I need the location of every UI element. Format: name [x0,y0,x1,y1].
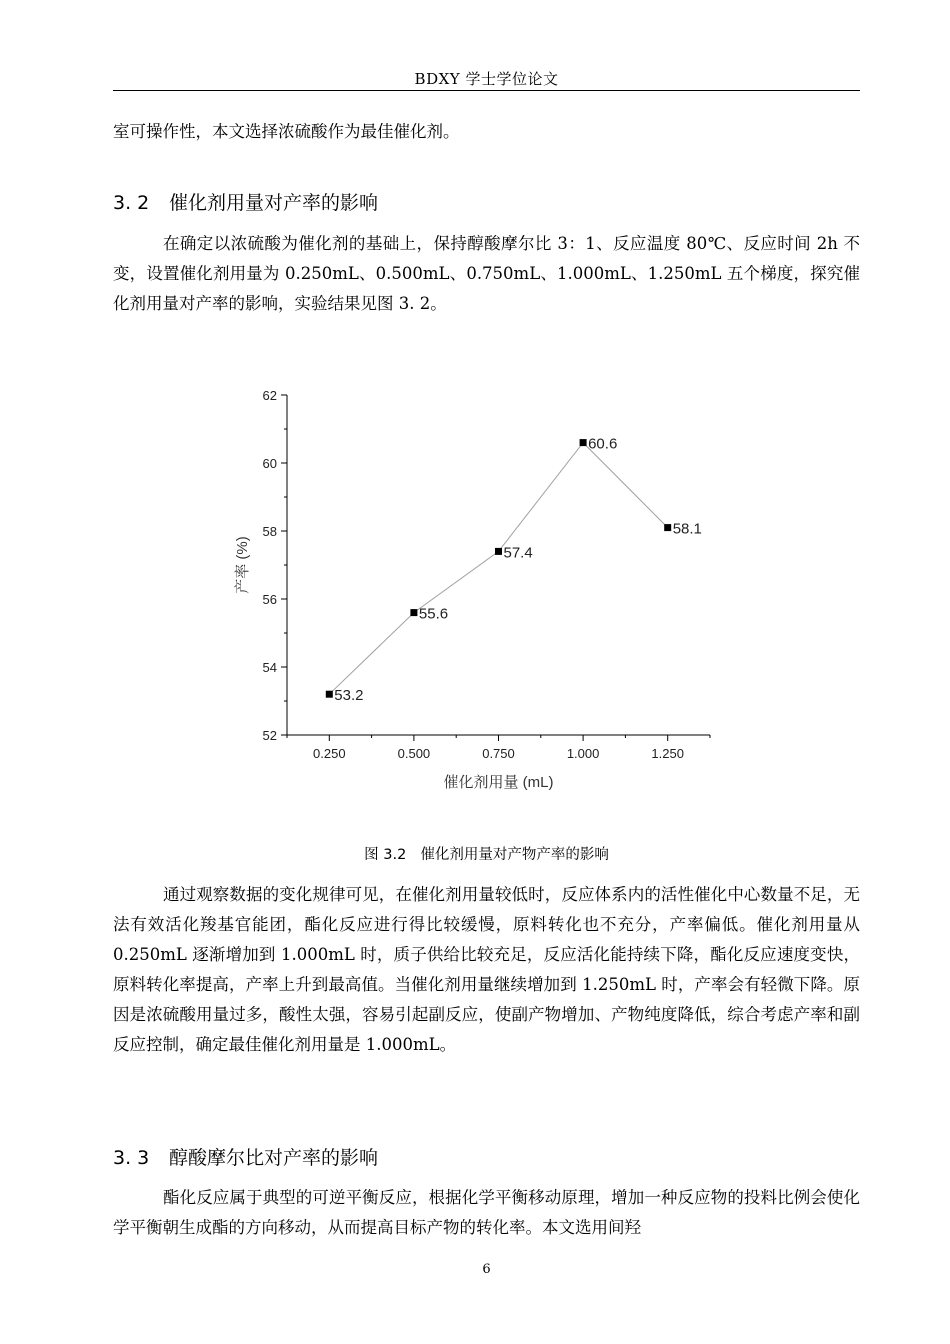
x-tick-label: 0.500 [397,746,431,761]
data-label: 53.2 [334,687,364,705]
figure-number: 图 3.2 [364,847,407,863]
figure-caption [113,843,860,864]
x-tick-label: 0.750 [482,746,515,761]
x-tick-label: 1.250 [651,746,684,761]
y-tick-label: 58 [262,524,277,539]
paragraph-molar-ratio: 酯化反应属于典型的可逆平衡反应，根据化学平衡移动原理，增加一种反应物的投料比例会使化学平衡朝生成酯的方向移动，从而提高目标产物的转化率。本文选用间羟 [113,1188,860,1237]
paragraph-intro-tail: 室可操作性，本文选择浓硫酸作为最佳催化剂。 [113,122,460,141]
section-title: 催化剂用量对产率的影响 [169,192,379,214]
paragraph-setup: 在确定以浓硫酸为催化剂的基础上，保持醇酸摩尔比 3：1、反应温度 80℃、反应时间 2h 不变，设置催化剂用量为 0.250mL、0.500mL、0.750mL、1.000mL、1.250mL 五个梯度，探究催化剂用量对产率的影响，实验结果见图 3. 2。 [113,234,860,313]
header-rule [113,90,860,91]
x-tick-label: 1.000 [566,746,600,761]
figure-caption-text: 催化剂用量对产物产率的影响 [420,847,609,863]
y-tick-label: 52 [262,728,277,743]
data-label: 57.4 [503,544,533,562]
data-label: 58.1 [672,520,702,538]
running-header: BDXY 学士学位论文 [414,70,559,88]
y-tick-label: 60 [262,456,277,471]
y-tick-label: 54 [262,660,277,675]
y-axis-label: 产率 (%) [234,536,251,594]
data-point-marker [664,524,671,531]
paragraph-analysis: 通过观察数据的变化规律可见，在催化剂用量较低时，反应体系内的活性催化中心数量不足，无法有效活化羧基官能团，酯化反应进行得比较缓慢，原料转化也不充分，产率偏低。催化剂用量从 0.250mL 逐渐增加到 1.000mL 时，质子供给比较充足，反应活化能持续下降，酯化反应速度变快，原料转化率提高，产率上升到最高值。当催化剂用量继续增加到 1.250mL 时，产率会有轻微下降。原因是浓硫酸用量过多，酸性太强，容易引起副反应，使副产物增加、产物纯度降低，综合考虑产率和副反应控制，确定最佳催化剂用量是 1.000mL。 [113,885,860,1054]
section-heading-3-3 [113,1143,378,1170]
data-point-marker [326,691,333,698]
chart-ticks [263,388,710,761]
section-number: 3. 3 [113,1147,150,1169]
data-point-marker [410,609,417,616]
section-heading-3-2 [113,188,378,215]
chart-series [326,436,702,705]
data-point-marker [580,439,587,446]
chart-axes [287,395,710,735]
data-point-marker [495,548,502,555]
series-line [329,443,667,695]
page-number: 6 [482,1262,491,1277]
figure-3-2 [220,375,740,805]
section-title: 醇酸摩尔比对产率的影响 [169,1147,379,1169]
x-tick-label: 0.250 [313,746,346,761]
x-axis-label: 催化剂用量 (mL) [443,774,554,791]
section-number: 3. 2 [113,192,150,214]
data-label: 60.6 [588,435,618,453]
y-tick-label: 62 [262,388,277,403]
data-label: 55.6 [418,605,449,623]
y-tick-label: 56 [262,592,277,607]
yield-line-chart [220,375,740,805]
